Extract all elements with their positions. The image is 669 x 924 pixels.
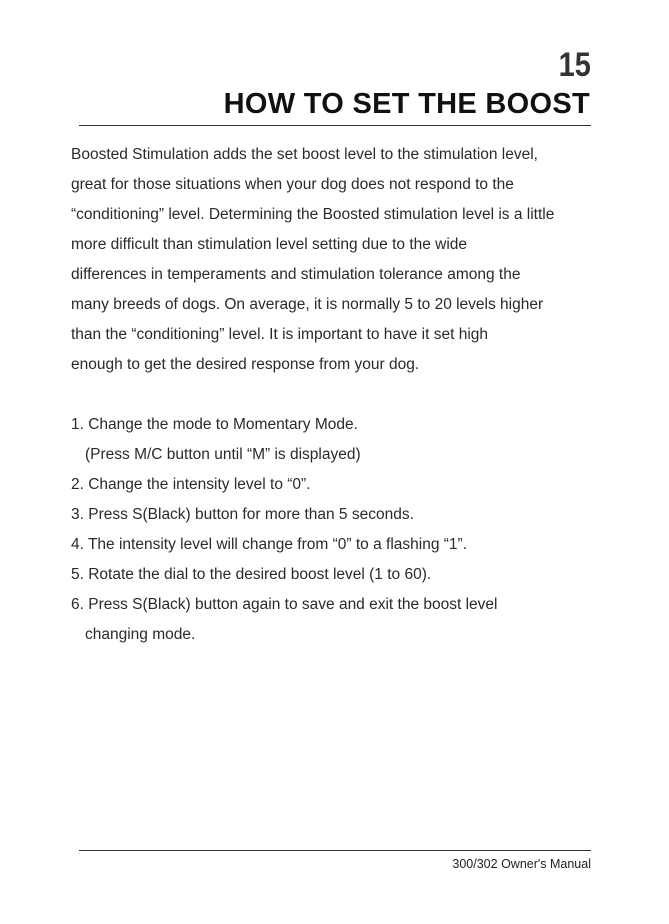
intro-line: more difficult than stimulation level setting due to the wide	[71, 236, 468, 253]
step-1-note: (Press M/C button until “M” is displayed)	[85, 446, 361, 463]
step-1: 1. Change the mode to Momentary Mode.	[71, 416, 358, 433]
steps-list	[71, 410, 601, 650]
step-3: 3. Press S(Black) button for more than 5 seconds.	[71, 506, 414, 523]
intro-line: many breeds of dogs. On average, it is normally 5 to 20 levels higher	[71, 296, 544, 313]
step-2: 2. Change the intensity level to “0”.	[71, 476, 311, 493]
intro-line: great for those situations when your dog does not respond to the	[71, 176, 514, 193]
step-6: 6. Press S(Black) button again to save and exit the boost level	[71, 596, 498, 613]
step-6-continuation: changing mode.	[85, 626, 196, 643]
intro-line: “conditioning” level. Determining the Boosted stimulation level is a little	[71, 206, 555, 223]
step-5: 5. Rotate the dial to the desired boost level (1 to 60).	[71, 566, 432, 583]
paragraph-gap	[71, 380, 601, 410]
intro-line: differences in temperaments and stimulation tolerance among the	[71, 266, 521, 283]
intro-paragraph	[71, 140, 601, 380]
header-divider	[79, 125, 591, 126]
intro-line: enough to get the desired response from your dog.	[71, 356, 420, 373]
page-number: 15	[558, 46, 591, 84]
footer-text: 300/302 Owner's Manual	[452, 857, 591, 871]
footer-divider	[79, 850, 591, 851]
body-text	[71, 140, 601, 650]
page-title: HOW TO SET THE BOOST	[223, 88, 590, 120]
intro-line: Boosted Stimulation adds the set boost level to the stimulation level,	[71, 146, 538, 163]
step-4: 4. The intensity level will change from “0” to a flashing “1”.	[71, 536, 468, 553]
intro-line: than the “conditioning” level. It is important to have it set high	[71, 326, 489, 343]
